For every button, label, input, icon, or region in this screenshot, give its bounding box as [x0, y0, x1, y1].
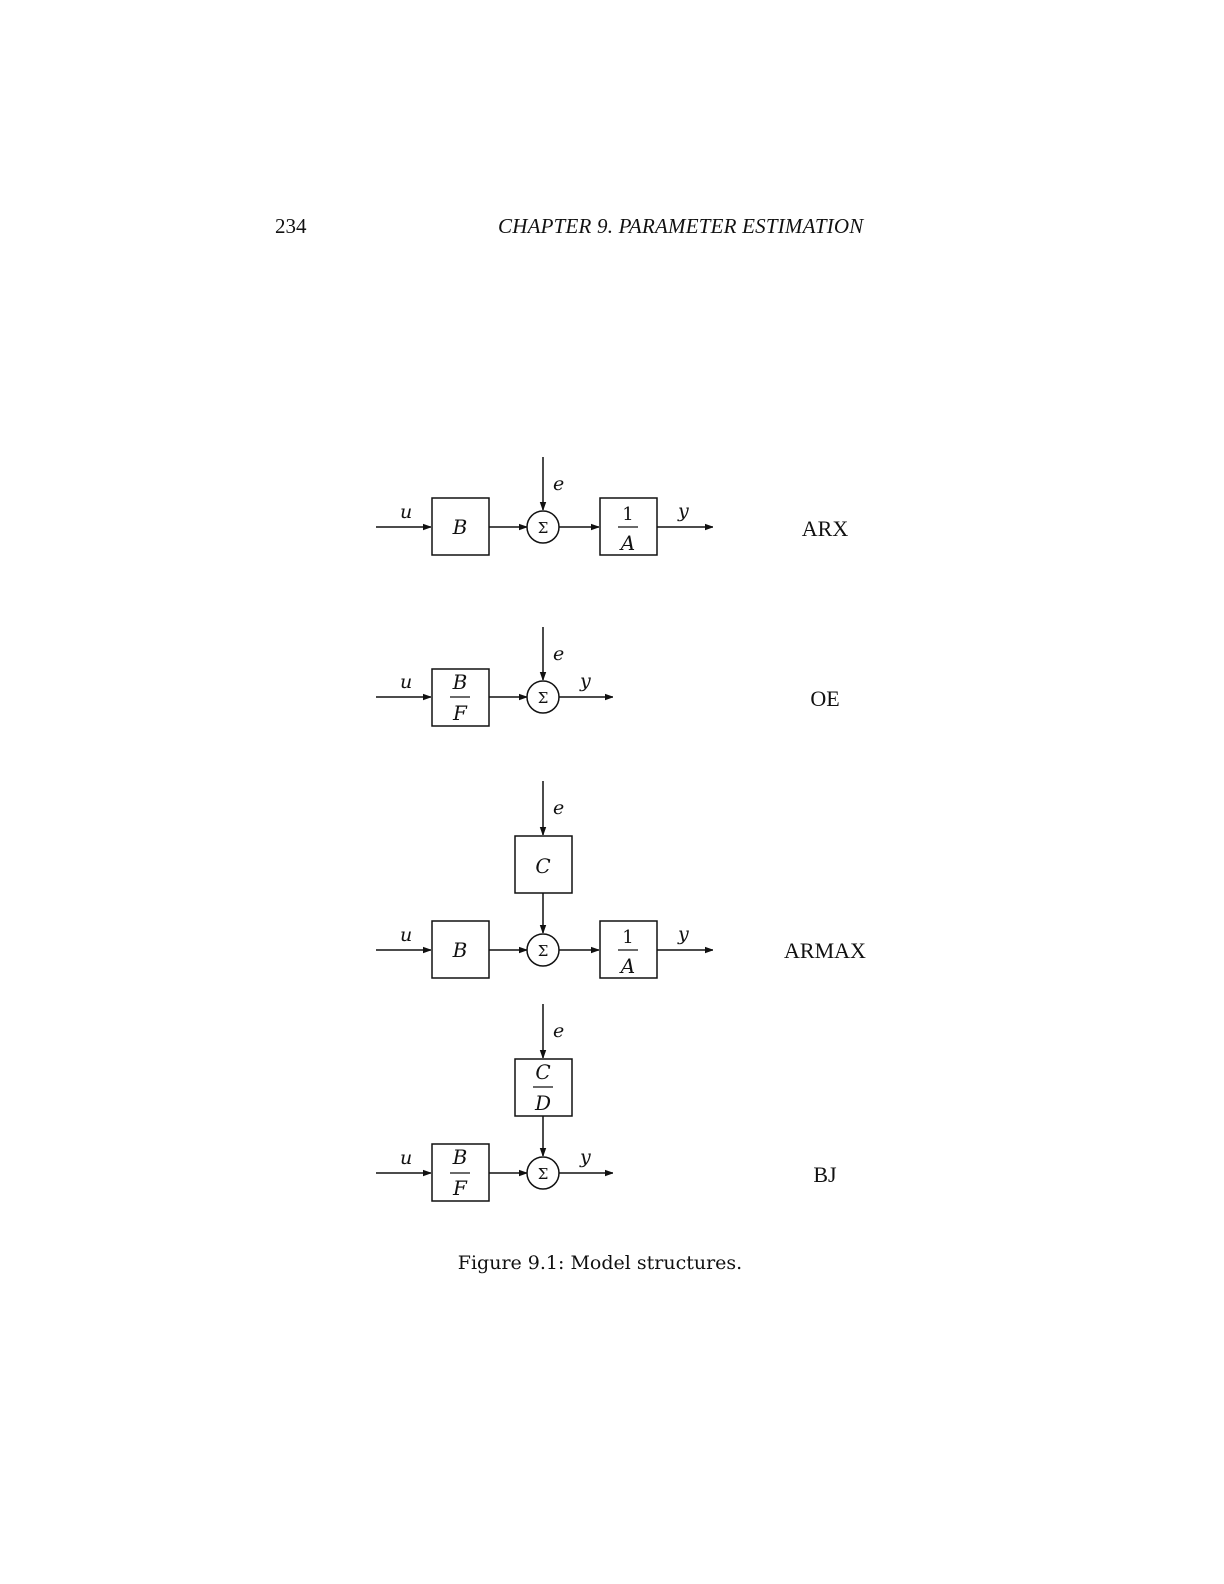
oe-block-bf-numerator: B — [452, 670, 468, 694]
bj-block-bf-denominator: F — [453, 1176, 467, 1200]
armax-block-a-numerator: 1 — [622, 927, 634, 948]
bj-block-cd-denominator: D — [534, 1091, 552, 1115]
arx-sum-symbol: Σ — [537, 519, 549, 537]
bj-block-cd-numerator: C — [535, 1060, 551, 1084]
oe-output-label: y — [580, 670, 591, 692]
armax-output-label: y — [678, 923, 689, 945]
armax-model-name: ARMAX — [784, 938, 866, 963]
armax-sum-symbol: Σ — [537, 942, 549, 960]
oe-model-name: OE — [810, 686, 840, 711]
arx-model-name: ARX — [801, 516, 849, 541]
arx-diagram — [376, 457, 848, 555]
armax-noise-label: e — [553, 797, 565, 819]
armax-diagram — [376, 781, 866, 978]
armax-block-c-label: C — [535, 854, 551, 878]
bj-input-label: u — [400, 1147, 413, 1169]
arx-block-b-label: B — [452, 515, 468, 539]
armax-input-label: u — [400, 924, 413, 946]
oe-block-bf-denominator: F — [453, 701, 467, 725]
figure-caption: Figure 9.1: Model structures. — [457, 1252, 743, 1274]
bj-output-label: y — [580, 1146, 591, 1168]
oe-input-label: u — [400, 671, 413, 693]
arx-input-label: u — [400, 501, 413, 523]
arx-block-a-denominator: A — [620, 531, 636, 555]
bj-sum-symbol: Σ — [537, 1165, 549, 1183]
oe-noise-label: e — [553, 643, 565, 665]
arx-block-a-numerator: 1 — [622, 504, 634, 525]
running-head: CHAPTER 9. PARAMETER ESTIMATION — [498, 214, 864, 238]
armax-block-a-denominator: A — [620, 954, 636, 978]
bj-block-bf-numerator: B — [452, 1145, 468, 1169]
arx-noise-label: e — [553, 473, 565, 495]
bj-noise-label: e — [553, 1020, 565, 1042]
oe-diagram — [376, 627, 840, 726]
bj-model-name: BJ — [813, 1162, 837, 1187]
arx-output-label: y — [678, 500, 689, 522]
oe-sum-symbol: Σ — [537, 689, 549, 707]
page-number: 234 — [275, 214, 307, 238]
bj-diagram — [376, 1004, 837, 1201]
armax-block-b-label: B — [452, 938, 468, 962]
